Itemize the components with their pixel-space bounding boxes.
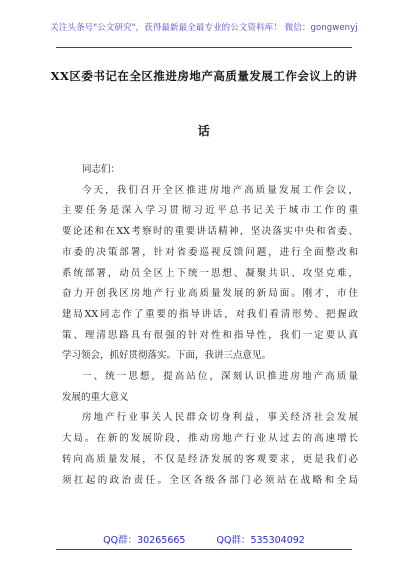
footer-divider — [56, 549, 352, 550]
footer-qq-group-1: QQ群：30265665 — [103, 535, 186, 546]
text-line: 房地产行业事关人民群众切身利益，事关经济社会发展 — [82, 412, 358, 424]
text-line: 要论述和在XX考察时的重要讲话精神，坚决落实中央和省委、 — [62, 226, 358, 238]
paragraph-section-1 — [62, 408, 358, 491]
text-line: 主要任务是深入学习贯彻习近平总书记关于城市工作的重 — [62, 205, 358, 217]
document-body — [62, 160, 358, 491]
document-title-line-1: XX区委书记在全区推进房地产高质量发展工作会议上的讲 — [50, 69, 358, 83]
text-line: 大局。在新的发展阶段，推动房地产行业从过去的高速增长 — [62, 433, 358, 445]
footer-qq-group-2: QQ群：535304092 — [216, 535, 305, 546]
header-divider — [56, 47, 352, 48]
text-line: 建局XX同志作了重要的指导讲话，对我们看清形势、把握政 — [62, 308, 358, 320]
paragraph-intro — [62, 181, 358, 367]
text-line: 系统部署，动员全区上下统一思想、凝聚共识、攻坚克难， — [62, 267, 358, 279]
text-line: 须扛起的政治责任。全区各级各部门必须站在战略和全局 — [62, 474, 358, 486]
text-line: 转向高质量发展，不仅是经济发展的客观要求，更是我们必 — [62, 453, 358, 465]
section-heading-1 — [62, 367, 358, 408]
text-line: 发展的重大意义 — [62, 391, 129, 403]
text-line: 学习领会，抓好贯彻落实。下面，我讲三点意见。 — [62, 350, 272, 362]
document-title-line-2: 话 — [197, 124, 211, 138]
salutation: 同志们： — [82, 164, 121, 175]
text-line: 市委的决策部署，针对省委巡视反馈问题，进行全面整改和 — [62, 246, 358, 258]
text-line: 今天，我们召开全区推进房地产高质量发展工作会议， — [82, 184, 358, 196]
text-line: 一、统一思想，提高站位，深刻认识推进房地产高质量 — [82, 371, 358, 383]
footer-qq-groups — [0, 532, 408, 546]
header-note: 关注头条号"公文研究"，获得最新最全最专业的公文资料库！ 微信：gongwenyj — [50, 23, 358, 33]
text-line: 策、理清思路具有很强的针对性和指导性，我们一定要认真 — [62, 329, 358, 341]
text-line: 奋力开创我区房地产行业高质量发展的新局面。刚才，市住 — [62, 288, 358, 300]
